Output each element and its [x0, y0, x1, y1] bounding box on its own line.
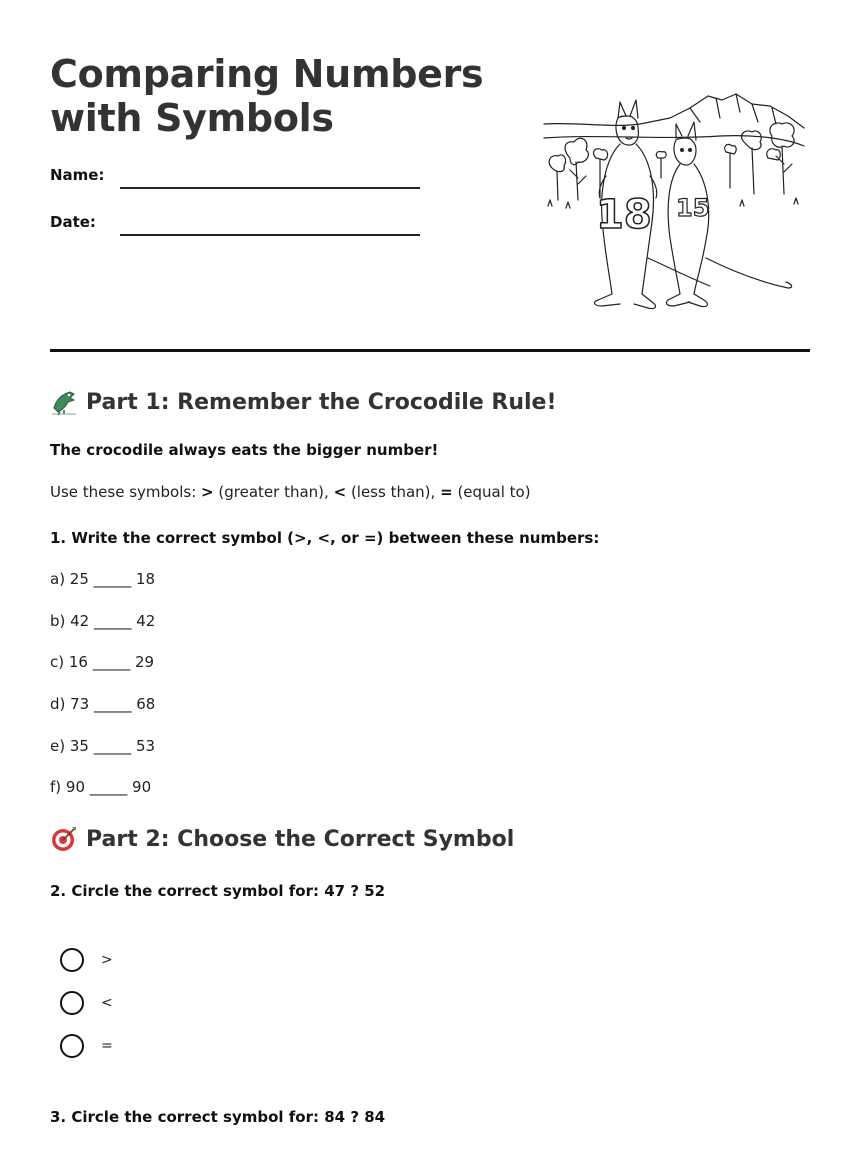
title-line-2: with Symbols [50, 96, 334, 140]
question-1-item-b[interactable]: b) 42 _____ 42 [50, 612, 156, 630]
question-1-item-f[interactable]: f) 90 _____ 90 [50, 778, 152, 796]
option-label: < [101, 995, 113, 1011]
question-1: 1. Write the correct symbol (>, <, or =) between these numbers: [50, 529, 600, 547]
question-1-item-e[interactable]: e) 35 _____ 53 [50, 737, 156, 755]
symbols-line [50, 483, 531, 501]
radio-button[interactable] [60, 991, 84, 1015]
question-2-option-greater[interactable] [60, 948, 113, 972]
worksheet-title [50, 52, 483, 140]
symbol-less-desc: (less than), [350, 483, 436, 501]
header-divider [50, 349, 810, 352]
symbols-intro: Use these symbols: [50, 483, 197, 501]
symbol-equal: = [440, 483, 453, 501]
date-label: Date: [50, 213, 96, 231]
part1-heading [50, 388, 557, 416]
symbol-equal-desc: (equal to) [457, 483, 531, 501]
symbol-greater-desc: (greater than), [218, 483, 329, 501]
kangaroos-illustration [540, 88, 808, 316]
option-label: = [101, 1038, 113, 1054]
question-1-item-c[interactable]: c) 16 _____ 29 [50, 653, 155, 671]
left-kangaroo-number: 18 [596, 192, 652, 238]
crocodile-icon [50, 388, 78, 416]
question-3: 3. Circle the correct symbol for: 84 ? 84 [50, 1108, 386, 1126]
target-icon [50, 825, 78, 853]
question-2-option-equal[interactable] [60, 1034, 113, 1058]
symbol-less: < [333, 483, 347, 501]
title-line-1: Comparing Numbers [50, 52, 484, 96]
part1-title: Part 1: Remember the Crocodile Rule! [86, 389, 557, 415]
name-field[interactable] [120, 187, 420, 189]
question-1-item-d[interactable]: d) 73 _____ 68 [50, 695, 156, 713]
right-kangaroo-number: 15 [676, 194, 710, 222]
symbol-greater: > [201, 483, 214, 501]
radio-button[interactable] [60, 1034, 84, 1058]
part2-heading [50, 825, 514, 853]
question-1-item-a[interactable]: a) 25 _____ 18 [50, 570, 156, 588]
question-2-option-less[interactable] [60, 991, 113, 1015]
question-2: 2. Circle the correct symbol for: 47 ? 52 [50, 882, 386, 900]
name-label: Name: [50, 166, 105, 184]
date-field[interactable] [120, 234, 420, 236]
crocodile-rule: The crocodile always eats the bigger number! [50, 441, 439, 459]
radio-button[interactable] [60, 948, 84, 972]
option-label: > [101, 952, 113, 968]
part2-title: Part 2: Choose the Correct Symbol [86, 826, 515, 852]
